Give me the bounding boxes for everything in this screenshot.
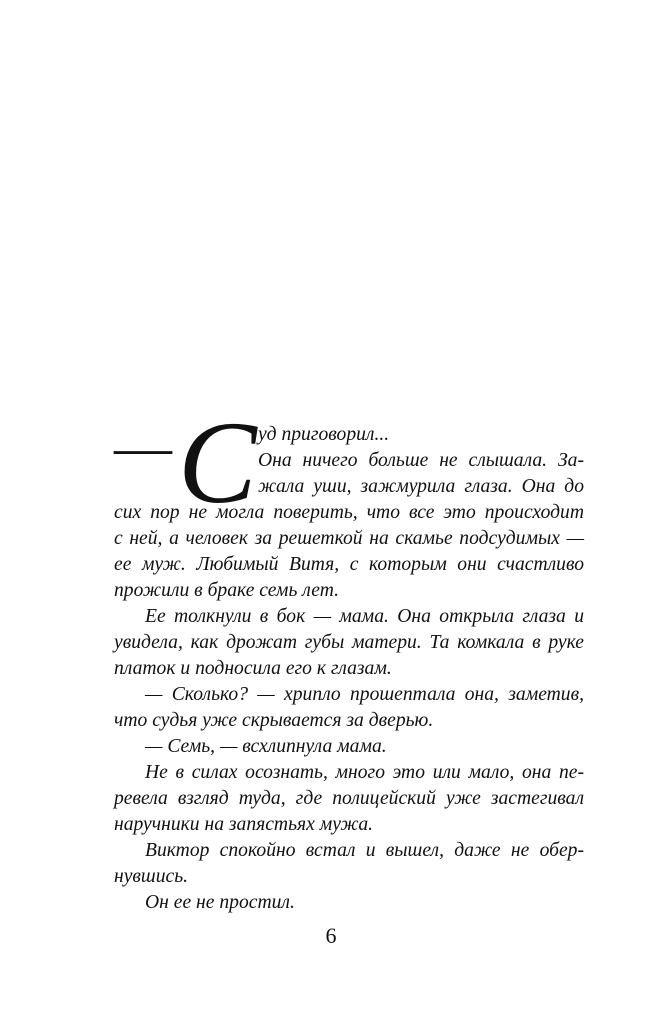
text-line: нувшись. <box>114 866 189 887</box>
text-line: жала уши, зажмурила глаза. Она до <box>258 476 584 497</box>
text-line: с ней, а человек за решеткой на скамье подсудимых — <box>114 528 584 549</box>
text-line: Не в силах осознать, много это или мало, она пе- <box>145 762 584 783</box>
text-line: — Семь, — всхлипнула мама. <box>145 736 387 757</box>
page-number: 6 <box>325 923 337 948</box>
text-line: сих пор не могла поверить, что все это происходит <box>114 502 584 523</box>
text-line: Виктор спокойно встал и вышел, даже не обер- <box>145 840 584 861</box>
text-line: ревела взгляд туда, где полицейский уже застегивал <box>114 788 584 809</box>
text-line: ее муж. Любимый Витя, с которым они счастливо <box>114 554 584 575</box>
text-line: что судья уже скрывается за дверью. <box>114 710 434 731</box>
text-line: Ее толкнули в бок — мама. Она открыла глаза и <box>145 606 584 627</box>
dropcap-letter: С <box>178 397 257 528</box>
dropcap-dash: — <box>114 414 172 479</box>
text-line: — Сколько? — хрипло прошептала она, заметив, <box>145 684 584 705</box>
text-line: наручники на запястьях мужа. <box>114 814 374 835</box>
text-line: Он ее не простил. <box>145 892 295 913</box>
text-line: прожили в браке семь лет. <box>114 580 340 601</box>
text-line: Она ничего больше не слышала. За- <box>258 450 584 471</box>
text-line: увидела, как дрожат губы матери. Та комкала в руке <box>114 632 584 653</box>
text-line: платок и подносила его к глазам. <box>114 658 392 679</box>
text-line: уд приговорил... <box>258 424 390 445</box>
